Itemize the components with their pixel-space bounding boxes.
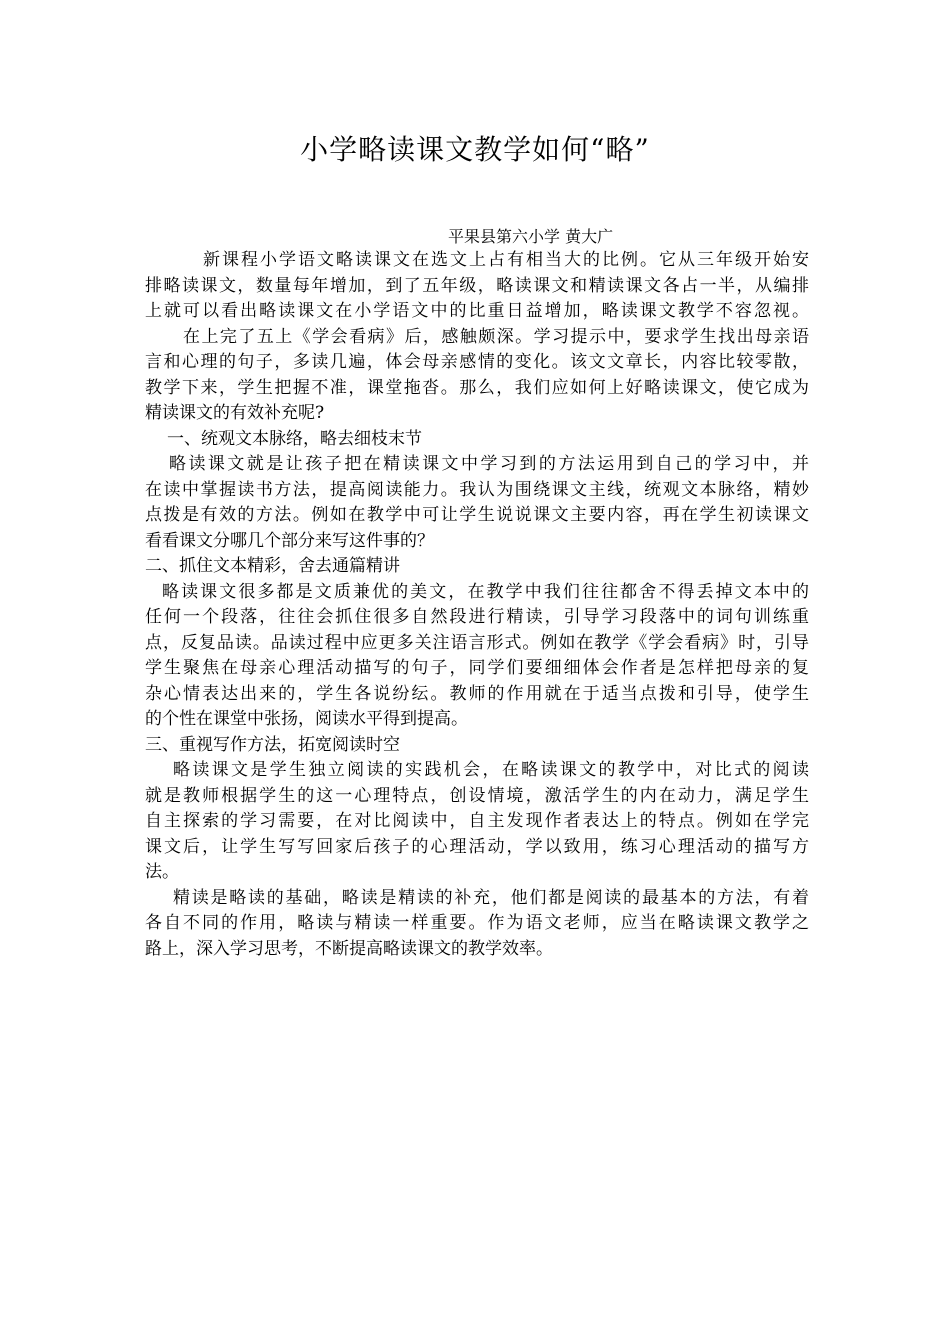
body-line: 精读课文的有效补充呢? bbox=[145, 403, 325, 423]
author-line: 平果县第六小学 黄大广 bbox=[448, 227, 614, 246]
body-line: 任何一个段落，往往会抓住很多自然段进行精读，引导学习段落中的词句训练重 bbox=[145, 607, 809, 627]
body-line: 二、抓住文本精彩，舍去通篇精讲 bbox=[145, 556, 400, 576]
body-line: 在读中掌握读书方法，提高阅读能力。我认为围绕课文主线，统观文本脉络，精妙 bbox=[145, 479, 809, 500]
body-line: 精读是略读的基础，略读是精读的补充，他们都是阅读的最基本的方法，有着 bbox=[173, 887, 809, 908]
body-line: 新课程小学语文略读课文在选文上占有相当大的比例。它从三年级开始安 bbox=[203, 250, 809, 270]
body-line: 课文后，让学生写写回家后孩子的心理活动，学以致用，练习心理活动的描写方 bbox=[145, 836, 809, 857]
body-line: 看看课文分哪几个部分来写这件事的？ bbox=[145, 530, 434, 551]
body-line: 略读课文很多都是文质兼优的美文，在教学中我们往往都舍不得丢掉文本中的 bbox=[162, 581, 809, 602]
body-line: 在上完了五上《学会看病》后，感触颇深。学习提示中，要求学生找出母亲语 bbox=[183, 326, 809, 347]
body-line: 略读课文就是让孩子把在精读课文中学习到的方法运用到自己的学习中，并 bbox=[169, 454, 809, 474]
body-line: 自主探索的学习需要，在对比阅读中，自主发现作者表达上的特点。例如在学完 bbox=[145, 811, 809, 831]
body-line: 法。 bbox=[145, 862, 179, 882]
body-line: 路上，深入学习思考，不断提高略读课文的教学效率。 bbox=[145, 938, 553, 959]
body-line: 一、统观文本脉络，略去细枝末节 bbox=[167, 428, 422, 449]
body-line: 略读课文是学生独立阅读的实践机会，在略读课文的教学中，对比式的阅读 bbox=[173, 760, 809, 780]
body-line: 学生聚焦在母亲心理活动描写的句子，同学们要细细体会作者是怎样把母亲的复 bbox=[145, 658, 809, 678]
page-title: 小学略读课文教学如何“略” bbox=[300, 133, 650, 166]
body-line: 排略读课文，数量每年增加，到了五年级，略读课文和精读课文各占一半，从编排 bbox=[145, 275, 809, 296]
body-line: 的个性在课堂中张扬，阅读水平得到提高。 bbox=[145, 709, 468, 729]
body-line: 就是教师根据学生的这一心理特点，创设情境，激活学生的内在动力，满足学生 bbox=[145, 785, 809, 806]
body-line: 点，反复品读。品读过程中应更多关注语言形式。例如在教学《学会看病》时，引导 bbox=[145, 632, 809, 653]
body-line: 言和心理的句子，多读几遍，体会母亲感情的变化。该文文章长，内容比较零散， bbox=[145, 352, 809, 372]
body-line: 三、重视写作方法，拓宽阅读时空 bbox=[145, 734, 400, 755]
document-body bbox=[145, 248, 809, 962]
body-line: 杂心情表达出来的，学生各说纷纭。教师的作用就在于适当点拨和引导，使学生 bbox=[145, 683, 809, 704]
body-line: 教学下来，学生把握不准，课堂拖沓。那么，我们应如何上好略读课文，使它成为 bbox=[145, 377, 809, 398]
body-line: 上就可以看出略读课文在小学语文中的比重日益增加，略读课文教学不容忽视。 bbox=[145, 301, 809, 321]
body-line: 各自不同的作用，略读与精读一样重要。作为语文老师，应当在略读课文教学之 bbox=[145, 913, 809, 933]
body-line: 点拨是有效的方法。例如在教学中可让学生说说课文主要内容，再在学生初读课文 bbox=[145, 505, 809, 525]
